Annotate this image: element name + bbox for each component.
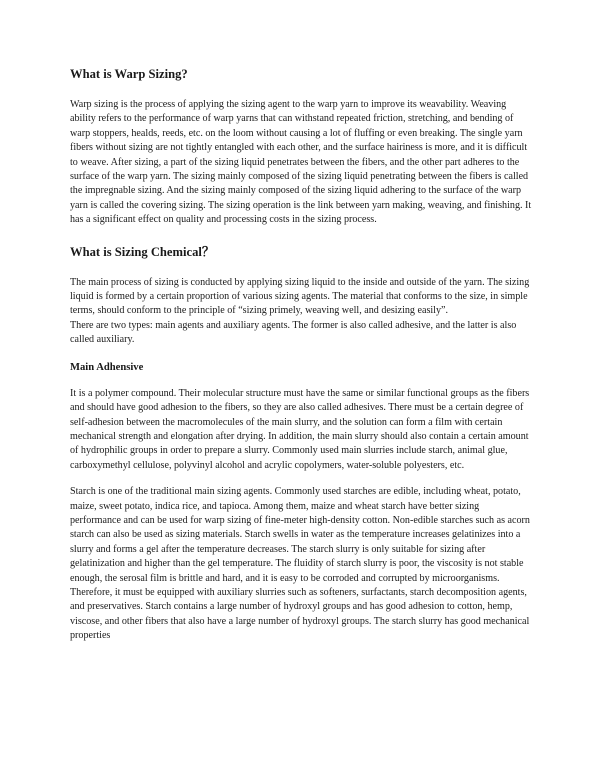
paragraph-main-adhesive-1: It is a polymer compound. Their molecular structure must have the same or similar functional groups as the fibers and should have good adhesion to the fibers, so they are also called adhesives. There must be a certain degree of self-adhesion between the macromolecules of the main slurry, and the solution can form a film with certain mechanical strength and elongation after drying. In addition, the main slurry should also contain a certain amount of hydrophilic groups in order to prepare a slurry. Commonly used main slurries include starch, animal glue, carboxymethyl cellulose, polyvinyl alcohol and acrylic copolymers, water-soluble polyesters, etc.: [70, 387, 530, 471]
paragraph-main-adhesive-2: Starch is one of the traditional main sizing agents. Commonly used starches are edible, including wheat, potato, maize, sweet potato, indica rice, and tapioca. Among them, maize and wheat starch have better sizing performance and can be used for warp sizing of fine-meter high-density cotton. Non-edible starches such as acorn starch can also be used as sizing materials. Starch swells in water as the temperature increases gelatinizes into a slurry and forms a gel after the temperature decreases. The starch slurry is only suitable for sizing after gelatinization and higher than the gel temperature. The fluidity of starch slurry is poor, the viscosity is not stable enough, the serosal film is brittle and hard, and it is easy to be corroded and corrupted by microorganisms. Therefore, it must be equipped with auxiliary slurries such as softeners, surfactants, starch decomposition agents, and preservatives. Starch contains a large number of hydroxyl groups and has good adhesion to cotton, hemp, viscose, and other fibers that also have a large number of hydroxyl groups. The starch slurry has good mechanical properties: [70, 486, 530, 642]
document-page: [70, 66, 532, 644]
paragraph-warp-sizing: Warp sizing is the process of applying the sizing agent to the warp yarn to improve its weavability. Weaving ability refers to the performance of warp yarns that can withstand repeated friction, stretching, and bending of warp stoppers, healds, reeds, etc. on the loom without causing a lot of fluffing or even breaking. The single yarn fibers without sizing are not tightly entangled with each other, and the surface hairiness is more, and it is difficult to weave. After sizing, a part of the sizing liquid penetrates between the fibers, and the other part adheres to the surface of the warp yarn. The sizing mainly composed of the sizing liquid penetrating between the fibers is called the impregnable sizing. And the sizing mainly composed of the sizing liquid adhering to the surface of the warp yarn is called the covering sizing. The sizing operation is the link between yarn making, weaving, and finishing. It has a significant effect on quality and processing costs in the sizing process.: [70, 99, 532, 226]
section-title-main-adhesive: Main Adhensive: [70, 361, 144, 373]
section-title-sizing-chemical: What is Sizing Chemical？: [70, 244, 215, 259]
paragraph-sizing-chemical-2: There are two types: main agents and auxiliary agents. The former is also called adhesive, and the latter is also called auxiliary.: [70, 319, 517, 346]
section-title-warp-sizing: What is Warp Sizing?: [70, 67, 188, 81]
paragraph-sizing-chemical-1: The main process of sizing is conducted by applying sizing liquid to the inside and outside of the yarn. The sizing liquid is formed by a certain proportion of various sizing agents. The material that conforms to the size, in simple terms, should conform to the principle of “sizing primely, weaving well, and desizing easily”.: [70, 276, 530, 317]
